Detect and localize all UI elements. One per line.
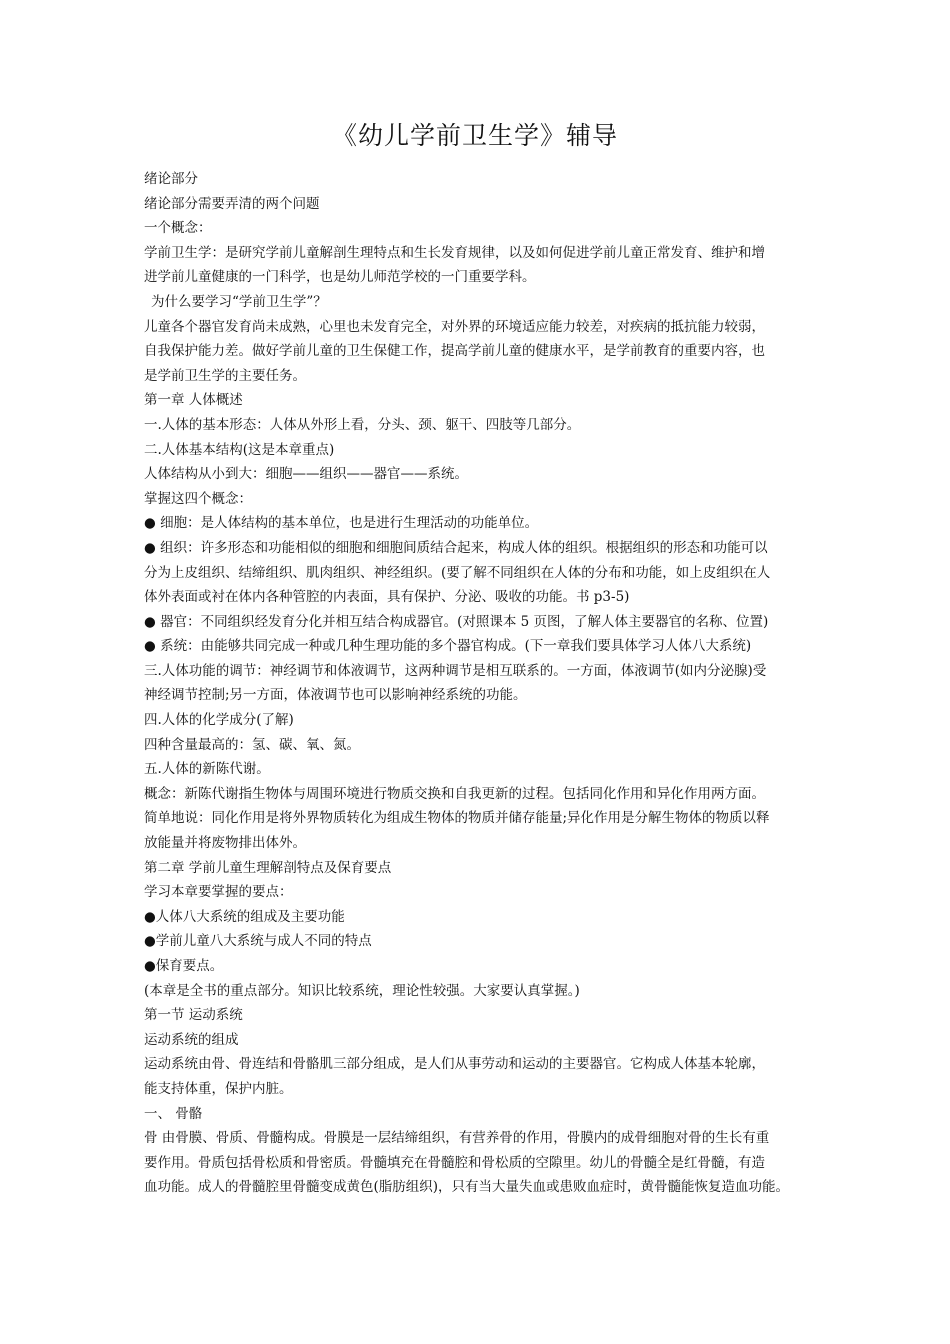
document-title: 《幼儿学前卫生学》辅导 (331, 121, 618, 150)
text-line: 血功能。成人的骨髓腔里骨髓变成黄色(脂肪组织)，只有当大量失血或患败血症时，黄骨髓能恢复造血功能。 (144, 1179, 790, 1196)
text-line: 人体结构从小到大：细胞——组织——器官——系统。 (144, 466, 468, 483)
text-line: 绪论部分 (144, 171, 198, 187)
text-line: 简单地说：同化作用是将外界物质转化为组成生物体的物质并储存能量;异化作用是分解生物体的物质以释 (144, 810, 770, 827)
text-line: 四种含量最高的：氢、碳、氧、氮。 (144, 736, 360, 753)
text-line: 自我保护能力差。做好学前儿童的卫生保健工作，提高学前儿童的健康水平，是学前教育的重要内容，也 (144, 343, 765, 360)
text-line: ● 组织：许多形态和功能相似的细胞和细胞间质结合起来，构成人体的组织。根据组织的形态和功能可以 (144, 539, 768, 556)
text-line: 一、 骨骼 (144, 1105, 203, 1122)
text-line: ● 细胞：是人体结构的基本单位，也是进行生理活动的功能单位。 (144, 515, 539, 532)
text-line: 学习本章要掌握的要点： (144, 884, 293, 901)
text-line: 绪论部分需要弄清的两个问题 (144, 195, 320, 212)
text-line: ●学前儿童八大系统与成人不同的特点 (144, 933, 372, 950)
text-line: 进学前儿童健康的一门科学，也是幼儿师范学校的一门重要学科。 (144, 269, 536, 286)
text-line: 二.人体基本结构(这是本章重点) (144, 441, 335, 458)
text-line: 运动系统的组成 (144, 1031, 239, 1048)
text-line: 第二章 学前儿童生理解剖特点及保育要点 (144, 859, 392, 876)
text-line: ● 系统：由能够共同完成一种或几种生理功能的多个器官构成。(下一章我们要具体学习人体八大系统) (144, 638, 752, 655)
document-body (144, 167, 809, 1200)
text-line: 概念：新陈代谢指生物体与周围环境进行物质交换和自我更新的过程。包括同化作用和异化作用两方面。 (144, 785, 765, 802)
text-line: 三.人体功能的调节：神经调节和体液调节，这两种调节是相互联系的。一方面，体液调节(如内分泌腺)受 (144, 662, 767, 679)
text-line: 掌握这四个概念： (144, 490, 252, 507)
text-line: 第一章 人体概述 (144, 392, 243, 409)
text-line: 一个概念： (144, 220, 212, 237)
text-line: 分为上皮组织、结缔组织、肌肉组织、神经组织。(要了解不同组织在人体的分布和功能，如上皮组织在人 (144, 564, 771, 581)
text-line: 五.人体的新陈代谢。 (144, 761, 270, 778)
text-line: 是学前卫生学的主要任务。 (144, 367, 306, 384)
text-line: 要作用。骨质包括骨松质和骨密质。骨髓填充在骨髓腔和骨松质的空隙里。幼儿的骨髓全是红骨髓，有造 (144, 1154, 765, 1171)
text-line: 运动系统由骨、骨连结和骨骼肌三部分组成，是人们从事劳动和运动的主要器官。它构成人体基本轮廓， (144, 1056, 765, 1073)
text-line: (本章是全书的重点部分。知识比较系统，理论性较强。大家要认真掌握。) (144, 982, 580, 999)
text-line: ● 器官：不同组织经发育分化并相互结合构成器官。(对照课本 5 页图，了解人体主要器官的名称、位置) (144, 613, 769, 630)
text-line: 儿童各个器官发育尚未成熟，心里也未发育完全，对外界的环境适应能力较差，对疾病的抵抗能力较弱， (144, 318, 765, 335)
text-line: 放能量并将废物排出体外。 (144, 835, 306, 852)
text-line: 骨 由骨膜、骨质、骨髓构成。骨膜是一层结缔组织，有营养骨的作用，骨膜内的成骨细胞对骨的生长有重 (144, 1130, 770, 1147)
text-line: 学前卫生学：是研究学前儿童解剖生理特点和生长发育规律，以及如何促进学前儿童正常发育、维护和增 (144, 244, 765, 261)
text-line: 四.人体的化学成分(了解) (144, 712, 294, 729)
text-line: 为什么要学习“学前卫生学”？ (151, 293, 327, 310)
text-line: 一.人体的基本形态：人体从外形上看，分头、颈、躯干、四肢等几部分。 (144, 416, 581, 433)
text-line: ●保育要点。 (144, 958, 224, 974)
text-line: 体外表面或衬在体内各种管腔的内表面，具有保护、分泌、吸收的功能。书 p3-5) (144, 589, 630, 606)
text-line: 能支持体重，保护内脏。 (144, 1080, 293, 1097)
text-line: 神经调节控制;另一方面，体液调节也可以影响神经系统的功能。 (144, 687, 527, 704)
text-line: ●人体八大系统的组成及主要功能 (144, 908, 345, 925)
text-line: 第一节 运动系统 (144, 1007, 243, 1024)
